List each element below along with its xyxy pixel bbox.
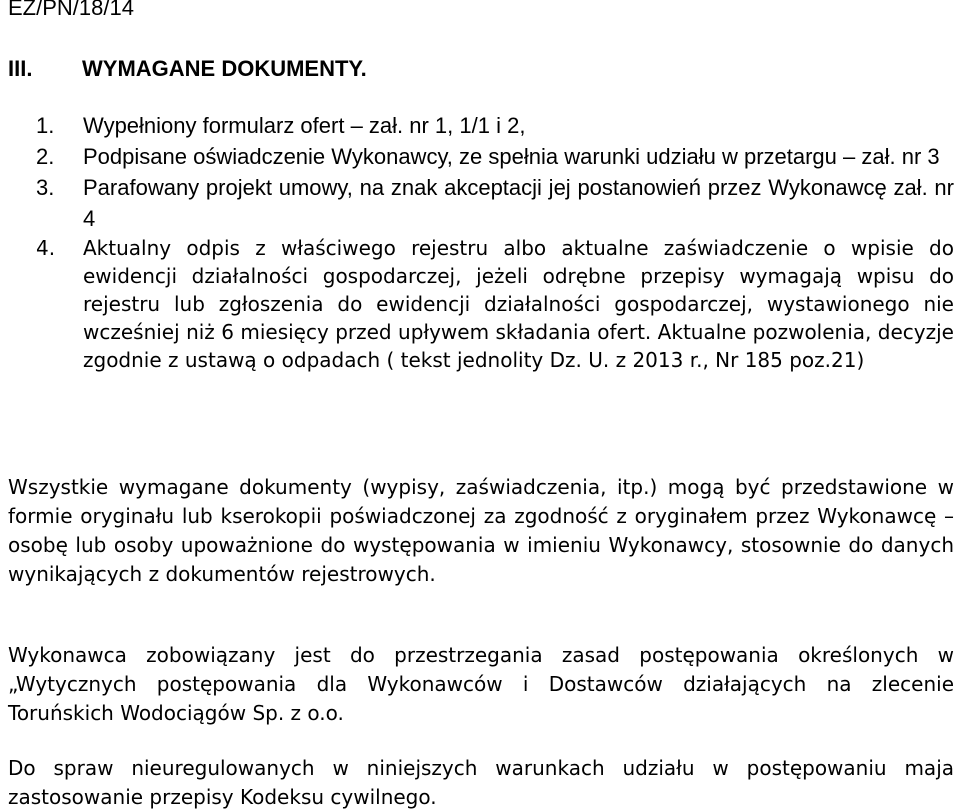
required-documents-list	[36, 110, 954, 374]
list-item-text: Podpisane oświadczenie Wykonawcy, ze spełnia warunki udziału w przetargu – zał. nr 3	[83, 144, 940, 169]
list-item	[36, 234, 954, 374]
list-item-number: 2.	[36, 144, 55, 169]
list-item-text: Wypełniony formularz ofert – zał. nr 1, 1/1 i 2,	[83, 113, 526, 138]
list-item	[36, 141, 954, 172]
list-item-number: 1.	[36, 113, 55, 138]
paragraph-documents-form: Wszystkie wymagane dokumenty (wypisy, zaświadczenia, itp.) mogą być przedstawione w formie oryginału lub kserokopii poświadczonej za zgodność z oryginałem przez Wykonawcę – osobę lub osoby upoważnione do występowania w imieniu Wykonawcy, stosownie do danych wynikających z dokumentów rejestrowych.	[8, 475, 954, 586]
list-item	[36, 172, 954, 234]
list-item	[36, 110, 954, 141]
list-item-number: 4.	[36, 236, 56, 260]
document-reference: EZ/PN/18/14	[8, 0, 134, 20]
list-item-text: Aktualny odpis z właściwego rejestru albo aktualne zaświadczenie o wpisie do ewidencji działalności gospodarczej, jeżeli odrębne przepisy wymagają wpisu do rejestru lub zgłoszenia do ewidencji działalności gospodarczej, wystawionego nie wcześniej niż 6 miesięcy przed upływem składania ofert. Aktualne pozwolenia, decyzje zgodnie z ustawą o odpadach ( tekst jednolity Dz. U. z 2013 r., Nr 185 poz.21)	[83, 236, 954, 372]
section-title: WYMAGANE DOKUMENTY.	[82, 56, 367, 81]
section-number: III.	[8, 56, 33, 81]
list-item-text: Parafowany projekt umowy, na znak akceptacji jej postanowień przez Wykonawcę zał. nr 4	[83, 175, 954, 231]
section-heading	[8, 55, 367, 83]
list-item-number: 3.	[36, 175, 55, 200]
paragraph-contractor-obligations: Wykonawca zobowiązany jest do przestrzegania zasad postępowania określonych w „Wytycznych postępowania dla Wykonawców i Dostawców działających na zlecenie Toruńskich Wodociągów Sp. z o.o.	[8, 643, 954, 725]
paragraph-civil-code: Do spraw nieuregulowanych w niniejszych warunkach udziału w postępowaniu maja zastosowanie przepisy Kodeksu cywilnego.	[8, 756, 954, 809]
